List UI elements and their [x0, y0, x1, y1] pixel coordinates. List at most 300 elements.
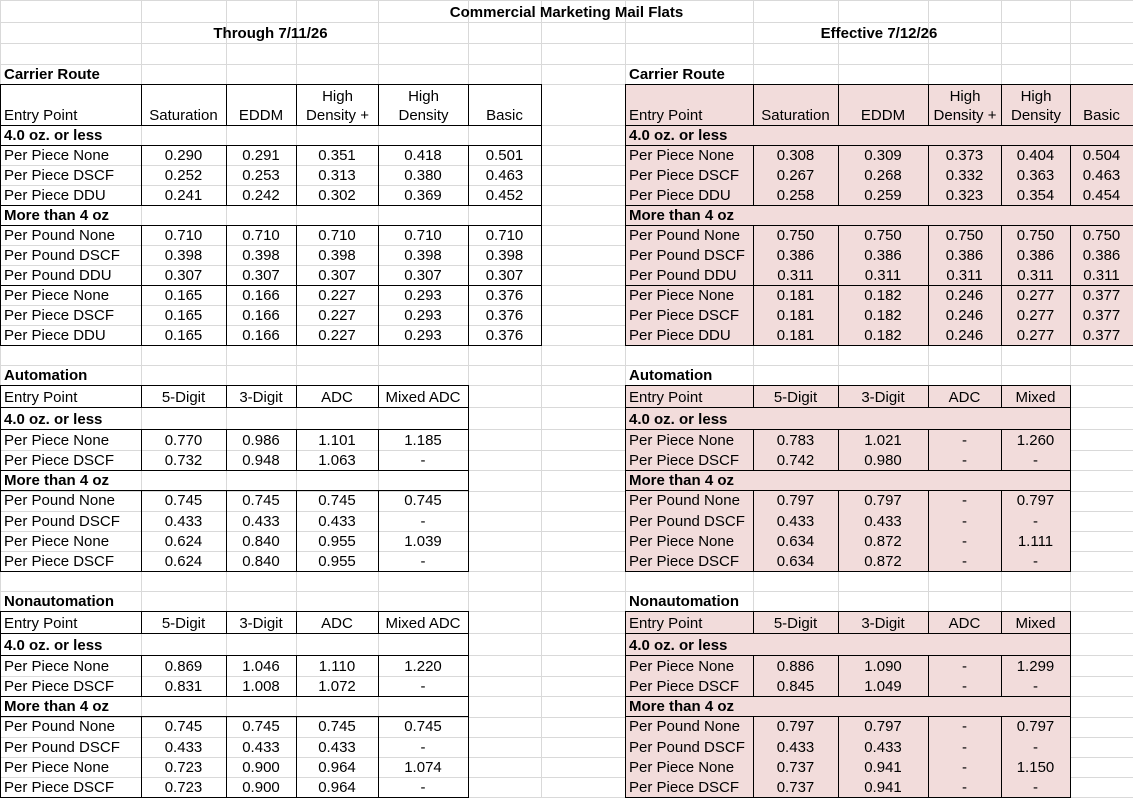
rate-cell[interactable]: 0.980: [864, 452, 902, 469]
rate-cell[interactable]: 0.307: [485, 267, 524, 284]
rate-cell[interactable]: 0.227: [318, 327, 356, 344]
rate-cell[interactable]: 0.398: [404, 247, 442, 264]
row-label[interactable]: Per Piece None: [629, 147, 735, 164]
row-label[interactable]: Per Piece None: [629, 287, 735, 304]
rate-cell[interactable]: 0.253: [242, 167, 280, 184]
weight-subheader[interactable]: More than 4 oz: [4, 207, 110, 224]
cell-border: [928, 429, 929, 471]
row-label[interactable]: Per Pound DDU: [4, 267, 112, 284]
entry-point-header[interactable]: Entry Point: [629, 389, 703, 406]
rate-cell[interactable]: 0.433: [318, 739, 356, 756]
rate-cell[interactable]: 0.386: [1082, 247, 1121, 264]
rate-cell[interactable]: 0.433: [242, 739, 280, 756]
rate-cell[interactable]: 0.293: [404, 327, 442, 344]
row-label[interactable]: Per Pound DSCF: [4, 247, 120, 264]
rate-cell[interactable]: 0.404: [1016, 147, 1055, 164]
weight-subheader[interactable]: More than 4 oz: [629, 472, 735, 489]
column-header[interactable]: Basic: [1083, 107, 1120, 124]
rate-cell[interactable]: 0.307: [242, 267, 280, 284]
cell-border: [0, 145, 542, 146]
row-label[interactable]: Per Piece DDU: [629, 327, 731, 344]
rate-cell[interactable]: 0.745: [404, 718, 442, 735]
rate-cell[interactable]: 0.501: [485, 147, 524, 164]
section-title[interactable]: Carrier Route: [4, 66, 100, 83]
cell-border: [468, 145, 469, 206]
column-header[interactable]: ADC: [948, 389, 981, 406]
column-header[interactable]: EDDM: [860, 107, 906, 124]
rate-cell[interactable]: 0.227: [318, 287, 356, 304]
column-header-line: High: [408, 88, 439, 105]
cell-border: [928, 490, 929, 572]
rate-cell[interactable]: 0.797: [864, 718, 902, 735]
column-header[interactable]: 3-Digit: [239, 615, 283, 632]
rate-cell[interactable]: 0.737: [776, 779, 815, 796]
rate-cell[interactable]: -: [1033, 678, 1038, 695]
rate-cell[interactable]: 0.797: [1016, 718, 1055, 735]
rate-cell[interactable]: 1.260: [1016, 432, 1055, 449]
row-label[interactable]: Per Piece DSCF: [629, 307, 740, 324]
cell-border: [296, 490, 297, 572]
rate-cell[interactable]: 0.398: [164, 247, 203, 264]
row-label[interactable]: Per Piece DSCF: [4, 307, 115, 324]
weight-subheader[interactable]: 4.0 oz. or less: [629, 411, 728, 428]
rate-cell[interactable]: 0.309: [864, 147, 902, 164]
rate-cell[interactable]: 1.101: [318, 432, 356, 449]
rate-cell[interactable]: 0.311: [1017, 267, 1054, 284]
cell-border: [0, 716, 469, 717]
row-label[interactable]: Per Piece DSCF: [629, 167, 740, 184]
row-label[interactable]: Per Piece None: [4, 147, 110, 164]
rate-cell[interactable]: 0.166: [242, 307, 280, 324]
rate-cell[interactable]: 0.797: [1016, 492, 1055, 509]
rate-cell[interactable]: 0.398: [318, 247, 356, 264]
rate-cell[interactable]: -: [420, 779, 426, 796]
rate-cell[interactable]: 0.242: [242, 187, 280, 204]
rate-cell[interactable]: 0.332: [945, 167, 984, 184]
rate-cell[interactable]: -: [962, 432, 967, 449]
rate-cell[interactable]: 1.110: [318, 658, 356, 675]
rate-cell[interactable]: 1.049: [864, 678, 902, 695]
rate-cell[interactable]: 0.259: [864, 187, 902, 204]
rate-cell[interactable]: 0.797: [776, 718, 815, 735]
rate-cell[interactable]: -: [962, 553, 967, 570]
rate-cell[interactable]: 0.433: [164, 739, 203, 756]
entry-point-header[interactable]: Entry Point: [4, 615, 78, 632]
column-header[interactable]: Basic: [486, 107, 523, 124]
rate-cell[interactable]: 0.710: [485, 227, 524, 244]
row-label[interactable]: Per Piece None: [4, 759, 110, 776]
column-header[interactable]: [928, 84, 1001, 125]
rate-cell[interactable]: 0.307: [164, 267, 203, 284]
rate-cell[interactable]: 0.277: [1016, 287, 1055, 304]
rate-cell[interactable]: 1.072: [318, 678, 356, 695]
section-title[interactable]: Automation: [629, 367, 713, 384]
rate-cell[interactable]: 0.376: [485, 287, 524, 304]
rate-cell[interactable]: 0.376: [485, 327, 524, 344]
row-label[interactable]: Per Pound None: [4, 492, 115, 509]
rate-cell[interactable]: 0.831: [164, 678, 203, 695]
rate-cell[interactable]: 0.463: [485, 167, 524, 184]
rate-cell[interactable]: 0.750: [1016, 227, 1055, 244]
left-heading[interactable]: Through 7/11/26: [213, 25, 328, 42]
rate-cell[interactable]: 0.418: [404, 147, 442, 164]
row-label[interactable]: Per Piece DSCF: [4, 553, 115, 570]
section-title[interactable]: Nonautomation: [629, 593, 739, 610]
row-label[interactable]: Per Piece DSCF: [629, 678, 740, 695]
cell-border: [753, 385, 754, 408]
rate-cell[interactable]: 0.964: [318, 759, 356, 776]
column-header[interactable]: ADC: [321, 615, 353, 632]
entry-point-header[interactable]: Entry Point: [4, 389, 78, 406]
column-header[interactable]: 5-Digit: [161, 615, 206, 632]
column-header[interactable]: Mixed: [1015, 615, 1056, 632]
rate-cell[interactable]: 0.710: [164, 227, 203, 244]
rate-cell[interactable]: 0.354: [1016, 187, 1055, 204]
rate-cell[interactable]: 0.386: [864, 247, 902, 264]
rate-cell[interactable]: 0.941: [864, 759, 902, 776]
rate-cell[interactable]: -: [420, 452, 426, 469]
rate-cell[interactable]: 0.363: [1016, 167, 1055, 184]
entry-point-header[interactable]: Entry Point: [4, 107, 78, 124]
rate-cell[interactable]: 0.433: [164, 513, 203, 530]
rate-cell[interactable]: 0.313: [318, 167, 356, 184]
row-label[interactable]: Per Pound None: [4, 718, 115, 735]
rate-cell[interactable]: 0.302: [318, 187, 356, 204]
cell-border: [753, 655, 754, 697]
rate-cell[interactable]: 0.770: [164, 432, 203, 449]
rate-cell[interactable]: -: [1033, 513, 1038, 530]
rate-cell[interactable]: 0.165: [164, 307, 203, 324]
row-label[interactable]: Per Pound DDU: [629, 267, 737, 284]
rate-cell[interactable]: 0.723: [164, 759, 203, 776]
rate-cell[interactable]: 0.745: [242, 492, 280, 509]
section-title[interactable]: Nonautomation: [4, 593, 114, 610]
rate-cell[interactable]: 0.258: [776, 187, 815, 204]
rate-cell[interactable]: 0.182: [864, 307, 902, 324]
rate-cell[interactable]: 0.710: [318, 227, 356, 244]
rate-cell[interactable]: 0.398: [242, 247, 280, 264]
row-label[interactable]: Per Piece None: [629, 432, 735, 449]
row-label[interactable]: Per Pound None: [629, 718, 740, 735]
cell-border: [296, 429, 297, 471]
row-label[interactable]: Per Piece DSCF: [4, 779, 115, 796]
column-header[interactable]: Mixed ADC: [385, 389, 461, 406]
rate-cell[interactable]: 0.267: [776, 167, 815, 184]
rate-cell[interactable]: 0.182: [864, 327, 902, 344]
row-label[interactable]: Per Piece None: [4, 658, 110, 675]
rate-cell[interactable]: 0.737: [776, 759, 815, 776]
rate-cell[interactable]: -: [962, 678, 967, 695]
row-label[interactable]: Per Pound DSCF: [4, 513, 120, 530]
rate-cell[interactable]: 0.290: [164, 147, 203, 164]
cell-border: [838, 716, 839, 798]
row-label[interactable]: Per Piece DSCF: [629, 553, 740, 570]
rate-cell[interactable]: 0.845: [776, 678, 815, 695]
rate-cell[interactable]: 0.745: [318, 718, 356, 735]
rate-cell[interactable]: -: [420, 553, 426, 570]
rate-cell[interactable]: 0.745: [164, 492, 203, 509]
rate-cell[interactable]: 0.955: [318, 533, 356, 550]
weight-subheader[interactable]: 4.0 oz. or less: [4, 411, 103, 428]
rate-cell[interactable]: 0.750: [776, 227, 815, 244]
row-label[interactable]: Per Piece DDU: [4, 327, 106, 344]
rate-cell[interactable]: 0.311: [1083, 267, 1120, 284]
rate-cell[interactable]: 0.181: [776, 307, 815, 324]
weight-subheader[interactable]: More than 4 oz: [629, 207, 735, 224]
rate-cell[interactable]: 0.377: [1082, 327, 1121, 344]
rate-cell[interactable]: 0.750: [945, 227, 984, 244]
rate-cell[interactable]: 0.311: [864, 267, 902, 284]
weight-subheader[interactable]: More than 4 oz: [629, 698, 735, 715]
rate-cell[interactable]: -: [962, 759, 967, 776]
rate-cell[interactable]: 1.046: [242, 658, 280, 675]
rate-cell[interactable]: -: [962, 779, 967, 796]
rate-cell[interactable]: 0.308: [776, 147, 815, 164]
rate-cell[interactable]: -: [962, 452, 967, 469]
row-label[interactable]: Per Pound DSCF: [629, 513, 745, 530]
rate-cell[interactable]: -: [420, 513, 426, 530]
rate-cell[interactable]: 0.277: [1016, 307, 1055, 324]
row-label[interactable]: Per Pound DSCF: [629, 739, 745, 756]
rate-cell[interactable]: 0.380: [404, 167, 442, 184]
rate-cell[interactable]: 0.386: [945, 247, 984, 264]
rate-cell[interactable]: -: [962, 658, 967, 675]
cell-border: [625, 429, 1071, 430]
rate-cell[interactable]: 0.351: [318, 147, 356, 164]
rate-cell[interactable]: 1.090: [864, 658, 902, 675]
column-header[interactable]: [1001, 84, 1070, 125]
cell-border: [296, 655, 297, 697]
rate-cell[interactable]: 0.454: [1082, 187, 1121, 204]
rate-cell[interactable]: 0.955: [318, 553, 356, 570]
column-header[interactable]: 5-Digit: [773, 389, 818, 406]
right-heading[interactable]: Effective 7/12/26: [820, 25, 938, 42]
rate-cell[interactable]: 0.745: [404, 492, 442, 509]
cell-border: [1001, 385, 1002, 408]
rate-cell[interactable]: 0.624: [164, 553, 203, 570]
row-label[interactable]: Per Piece DSCF: [629, 779, 740, 796]
row-label[interactable]: Per Piece None: [629, 759, 735, 776]
column-header[interactable]: 3-Digit: [861, 615, 905, 632]
rate-cell[interactable]: 0.742: [776, 452, 815, 469]
rate-cell[interactable]: 0.307: [318, 267, 356, 284]
rate-cell[interactable]: 0.886: [776, 658, 815, 675]
rate-cell[interactable]: -: [962, 513, 967, 530]
cell-border: [226, 429, 227, 471]
column-header[interactable]: Saturation: [149, 107, 218, 124]
row-label[interactable]: Per Pound None: [629, 227, 740, 244]
rate-cell[interactable]: 0.840: [242, 553, 280, 570]
column-header[interactable]: EDDM: [238, 107, 284, 124]
rate-cell[interactable]: 0.750: [1082, 227, 1121, 244]
rate-cell[interactable]: 0.900: [242, 779, 280, 796]
cell-border: [928, 655, 929, 697]
row-label[interactable]: Per Piece DSCF: [4, 678, 115, 695]
rate-cell[interactable]: 0.783: [776, 432, 815, 449]
rate-cell[interactable]: 0.463: [1082, 167, 1121, 184]
rate-cell[interactable]: 0.293: [404, 307, 442, 324]
rate-cell[interactable]: 0.377: [1082, 307, 1121, 324]
rate-cell[interactable]: 0.745: [318, 492, 356, 509]
rate-cell[interactable]: 0.433: [864, 513, 902, 530]
rate-cell[interactable]: 0.227: [318, 307, 356, 324]
rate-cell[interactable]: 0.964: [318, 779, 356, 796]
rate-cell[interactable]: 0.311: [777, 267, 814, 284]
rate-cell[interactable]: 0.386: [776, 247, 815, 264]
rate-cell[interactable]: 0.293: [404, 287, 442, 304]
rate-cell[interactable]: 0.745: [164, 718, 203, 735]
row-label[interactable]: Per Piece None: [4, 287, 110, 304]
column-header[interactable]: 3-Digit: [239, 389, 283, 406]
rate-cell[interactable]: 0.433: [318, 513, 356, 530]
rate-cell[interactable]: 0.181: [776, 287, 815, 304]
rate-cell[interactable]: 0.181: [776, 327, 815, 344]
row-label[interactable]: Per Pound DSCF: [629, 247, 745, 264]
row-label[interactable]: Per Pound None: [4, 227, 115, 244]
section-title[interactable]: Automation: [4, 367, 88, 384]
rate-cell[interactable]: 1.074: [404, 759, 442, 776]
rate-cell[interactable]: 0.948: [242, 452, 280, 469]
rate-cell[interactable]: 0.246: [945, 327, 984, 344]
weight-subheader[interactable]: 4.0 oz. or less: [4, 637, 103, 654]
rate-cell[interactable]: -: [420, 678, 426, 695]
weight-subheader[interactable]: 4.0 oz. or less: [4, 127, 103, 144]
rate-cell[interactable]: 0.634: [776, 533, 815, 550]
rate-cell[interactable]: 0.246: [945, 307, 984, 324]
rate-cell[interactable]: 1.220: [404, 658, 442, 675]
cell-border: [625, 716, 1071, 717]
rate-cell[interactable]: 0.872: [864, 533, 902, 550]
rate-cell[interactable]: 0.165: [164, 327, 203, 344]
rate-cell[interactable]: 0.373: [945, 147, 984, 164]
rate-cell[interactable]: 0.376: [485, 307, 524, 324]
rate-cell[interactable]: 0.797: [864, 492, 902, 509]
rate-cell[interactable]: 0.386: [1016, 247, 1055, 264]
rate-cell[interactable]: -: [962, 739, 967, 756]
rate-cell[interactable]: 0.452: [485, 187, 524, 204]
rate-cell[interactable]: 0.241: [164, 187, 203, 204]
rate-cell[interactable]: 1.111: [1017, 533, 1054, 550]
column-header[interactable]: ADC: [948, 615, 981, 632]
column-header[interactable]: 3-Digit: [861, 389, 905, 406]
row-label[interactable]: Per Piece None: [4, 432, 110, 449]
rate-cell[interactable]: 1.039: [404, 533, 442, 550]
row-label[interactable]: Per Piece None: [4, 533, 110, 550]
rate-cell[interactable]: 0.307: [404, 267, 442, 284]
rate-cell[interactable]: 0.840: [242, 533, 280, 550]
column-header[interactable]: [296, 84, 378, 125]
section-title[interactable]: Carrier Route: [629, 66, 725, 83]
rate-cell[interactable]: -: [420, 739, 426, 756]
rate-cell[interactable]: -: [962, 533, 967, 550]
row-label[interactable]: Per Piece None: [629, 533, 735, 550]
rate-cell[interactable]: 0.732: [164, 452, 203, 469]
rate-cell[interactable]: 0.869: [164, 658, 203, 675]
rate-cell[interactable]: 0.433: [242, 513, 280, 530]
column-header[interactable]: Mixed ADC: [385, 615, 461, 632]
rate-cell[interactable]: 0.634: [776, 553, 815, 570]
rate-cell[interactable]: 0.433: [864, 739, 902, 756]
rate-cell[interactable]: 0.745: [242, 718, 280, 735]
rate-cell[interactable]: 0.166: [242, 327, 280, 344]
rate-cell[interactable]: 0.268: [864, 167, 902, 184]
rate-cell[interactable]: 0.723: [164, 779, 203, 796]
rate-cell[interactable]: 0.797: [776, 492, 815, 509]
rate-cell[interactable]: 0.182: [864, 287, 902, 304]
rate-cell[interactable]: 0.433: [776, 739, 815, 756]
column-header[interactable]: Saturation: [761, 107, 830, 124]
row-label[interactable]: Per Piece DSCF: [629, 452, 740, 469]
rate-cell[interactable]: 0.369: [404, 187, 442, 204]
rate-cell[interactable]: 0.252: [164, 167, 203, 184]
rate-cell[interactable]: 0.433: [776, 513, 815, 530]
entry-point-header[interactable]: Entry Point: [629, 615, 703, 632]
cell-border: [1070, 145, 1071, 206]
entry-point-header[interactable]: Entry Point: [629, 107, 703, 124]
row-label[interactable]: Per Piece DDU: [629, 187, 731, 204]
weight-subheader[interactable]: 4.0 oz. or less: [629, 637, 728, 654]
rate-cell[interactable]: 0.246: [945, 287, 984, 304]
rate-cell[interactable]: 0.900: [242, 759, 280, 776]
rate-cell[interactable]: 0.750: [864, 227, 902, 244]
rate-cell[interactable]: 0.986: [242, 432, 280, 449]
rate-cell[interactable]: 0.710: [242, 227, 280, 244]
rate-cell[interactable]: 0.504: [1082, 147, 1121, 164]
rate-cell[interactable]: 0.398: [485, 247, 524, 264]
rate-cell[interactable]: -: [1033, 452, 1038, 469]
rate-cell[interactable]: 0.872: [864, 553, 902, 570]
cell-border: [625, 145, 1133, 146]
rate-cell[interactable]: 0.165: [164, 287, 203, 304]
rate-cell[interactable]: -: [962, 492, 967, 509]
weight-subheader[interactable]: 4.0 oz. or less: [629, 127, 728, 144]
page-title[interactable]: Commercial Marketing Mail Flats: [449, 4, 684, 21]
rate-cell[interactable]: 0.941: [864, 779, 902, 796]
rate-cell[interactable]: 0.166: [242, 287, 280, 304]
rate-cell[interactable]: 1.299: [1016, 658, 1055, 675]
column-header[interactable]: 5-Digit: [161, 389, 206, 406]
column-header[interactable]: Mixed: [1015, 389, 1056, 406]
row-label[interactable]: Per Pound None: [629, 492, 740, 509]
rate-cell[interactable]: -: [1033, 739, 1038, 756]
rate-cell[interactable]: 0.291: [242, 147, 280, 164]
rate-cell[interactable]: -: [1033, 553, 1038, 570]
column-header[interactable]: [378, 84, 468, 125]
column-header[interactable]: ADC: [321, 389, 353, 406]
row-label[interactable]: Per Pound DSCF: [4, 739, 120, 756]
rate-cell[interactable]: 0.311: [946, 267, 983, 284]
rate-cell[interactable]: 0.377: [1082, 287, 1121, 304]
row-label[interactable]: Per Piece None: [629, 658, 735, 675]
rate-cell[interactable]: 0.624: [164, 533, 203, 550]
row-label[interactable]: Per Piece DSCF: [4, 452, 115, 469]
rate-cell[interactable]: -: [962, 718, 967, 735]
rate-cell[interactable]: 1.150: [1016, 759, 1055, 776]
column-header[interactable]: 5-Digit: [773, 615, 818, 632]
row-label[interactable]: Per Piece DDU: [4, 187, 106, 204]
rate-cell[interactable]: 1.021: [864, 432, 902, 449]
weight-subheader[interactable]: More than 4 oz: [4, 472, 110, 489]
rate-cell[interactable]: 0.277: [1016, 327, 1055, 344]
rate-cell[interactable]: 0.710: [404, 227, 442, 244]
row-label[interactable]: Per Piece DSCF: [4, 167, 115, 184]
rate-cell[interactable]: 1.008: [242, 678, 280, 695]
rate-cell[interactable]: 0.323: [945, 187, 984, 204]
weight-subheader[interactable]: More than 4 oz: [4, 698, 110, 715]
rate-cell[interactable]: 1.185: [404, 432, 442, 449]
rate-cell[interactable]: -: [1033, 779, 1038, 796]
rate-cell[interactable]: 1.063: [318, 452, 356, 469]
